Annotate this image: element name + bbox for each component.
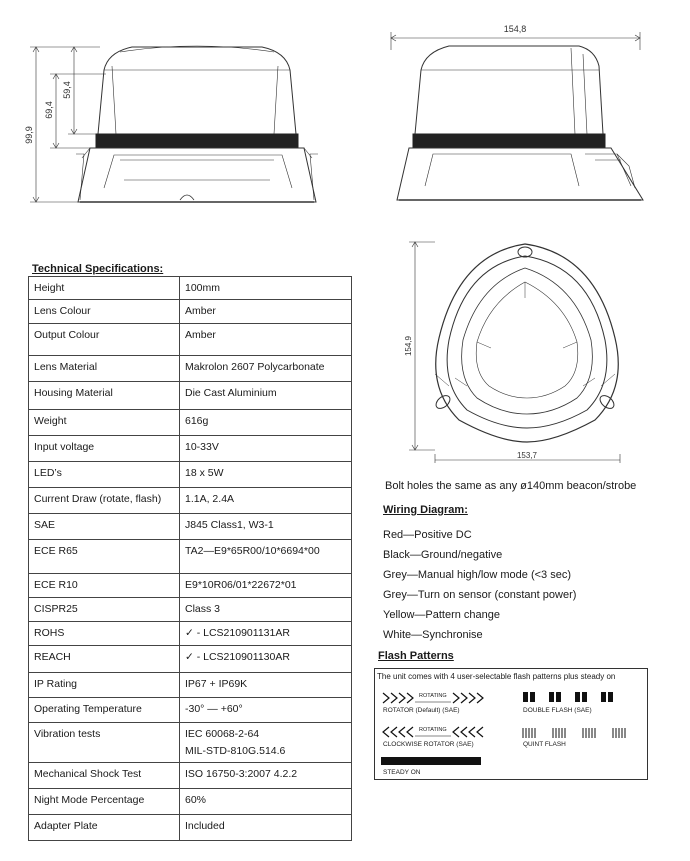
spec-value [180,763,352,789]
spec-value [180,382,352,410]
spec-value-line: -30° — +60° [185,703,243,715]
spec-value [180,324,352,356]
spec-value-line: J845 Class1, W3-1 [185,519,274,531]
spec-row [29,698,352,723]
spec-label: Operating Temperature [29,698,180,723]
spec-value-line: 18 x 5W [185,467,224,479]
spec-value [180,622,352,646]
spec-label: Lens Colour [29,300,180,324]
spec-title: Technical Specifications: [32,263,164,275]
spec-value-line: 616g [185,415,209,427]
spec-row [29,436,352,462]
spec-value-line: Amber [185,329,216,341]
front-view-drawing [385,10,675,210]
spec-label: SAE [29,514,180,540]
spec-row [29,277,352,300]
dim-width-top: 153,7 [516,451,538,460]
spec-value-line: 10-33V [185,441,219,453]
spec-value [180,646,352,673]
spec-row [29,356,352,382]
spec-value [180,723,352,763]
top-view-drawing [395,228,640,463]
double-flash-label: DOUBLE FLASH (SAE) [523,707,592,714]
spec-value [180,598,352,622]
spec-value-line: IEC 60068-2-64 [185,728,260,740]
spec-value [180,514,352,540]
spec-label: Weight [29,410,180,436]
spec-value [180,789,352,815]
spec-label: ECE R65 [29,540,180,574]
spec-row [29,646,352,673]
spec-row [29,462,352,488]
spec-value-line: TA2—E9*65R00/10*6694*00 [185,545,320,557]
spec-value-line: Class 3 [185,603,221,615]
spec-label: LED’s [29,462,180,488]
spec-row [29,540,352,574]
spec-label: ECE R10 [29,574,180,598]
dim-width-front: 154,8 [503,24,527,34]
spec-value-line: 1.1A, 2.4A [185,493,235,505]
spec-row [29,763,352,789]
flash-title: Flash Patterns [378,650,454,662]
quint-flash-pattern-icon [521,727,633,739]
spec-label: Night Mode Percentage [29,789,180,815]
clockwise-label: CLOCKWISE ROTATOR (SAE) [383,741,474,748]
wiring-item: Grey—Manual high/low mode (<3 sec) [383,569,571,581]
spec-label: Height [29,277,180,300]
spec-label: CISPR25 [29,598,180,622]
flash-patterns-box [374,668,648,780]
spec-row [29,598,352,622]
steady-on-bar [381,757,481,765]
dim-lens-height: 59,4 [62,81,72,99]
spec-row [29,723,352,763]
dim-overall-height: 99,9 [24,126,34,144]
spec-label: Housing Material [29,382,180,410]
spec-row [29,789,352,815]
spec-value [180,698,352,723]
spec-value [180,462,352,488]
flash-note: The unit comes with 4 user-selectable flash patterns plus steady on [377,672,616,681]
spec-row [29,815,352,841]
spec-value-line: ✓ - LCS210901131AR [185,627,290,639]
spec-label: IP Rating [29,673,180,698]
spec-row [29,488,352,514]
quint-flash-label: QUINT FLASH [523,741,566,748]
spec-row [29,574,352,598]
spec-table [28,276,352,841]
spec-value [180,300,352,324]
spec-value [180,356,352,382]
side-view-drawing [20,30,320,215]
spec-value-line: 60% [185,794,207,806]
spec-value-line: Makrolon 2607 Polycarbonate [185,361,325,373]
spec-value-line: Amber [185,305,216,317]
spec-value-line: ✓ - LCS210901130AR [185,651,290,663]
spec-row [29,514,352,540]
spec-label: Adapter Plate [29,815,180,841]
spec-value [180,277,352,300]
spec-value-line: E9*10R06/01*22672*01 [185,579,297,591]
spec-label: Mechanical Shock Test [29,763,180,789]
spec-label: REACH [29,646,180,673]
steady-on-label: STEADY ON [383,769,421,776]
spec-value-line: ISO 16750-3:2007 4.2.2 [185,768,298,780]
rotator-label: ROTATOR (Default) (SAE) [383,707,460,714]
wiring-item: White—Synchronise [383,629,483,641]
wiring-item: Black—Ground/negative [383,549,503,561]
spec-row [29,324,352,356]
spec-row [29,382,352,410]
spec-value [180,488,352,514]
double-flash-pattern-icon [521,691,625,703]
spec-value-line: MIL-STD-810G.514.6 [185,745,286,757]
bolt-note: Bolt holes the same as any ø140mm beacon/strobe [385,480,637,492]
spec-value [180,673,352,698]
spec-value-line: Die Cast Aluminium [185,387,277,399]
spec-value-line: IP67 + IP69K [185,678,248,690]
rotating-word: ROTATING [419,693,447,699]
spec-label: Lens Material [29,356,180,382]
dim-mid-height: 69,4 [44,101,54,119]
spec-value [180,410,352,436]
spec-label: Vibration tests [29,723,180,763]
spec-row [29,410,352,436]
wiring-item: Grey—Turn on sensor (constant power) [383,589,577,601]
spec-label: Current Draw (rotate, flash) [29,488,180,514]
wiring-title: Wiring Diagram: [383,504,468,516]
spec-row [29,300,352,324]
spec-value [180,815,352,841]
spec-value-line: Included [185,820,225,832]
spec-value-line: 100mm [185,282,221,294]
spec-label: Input voltage [29,436,180,462]
spec-label: Output Colour [29,324,180,356]
wiring-item: Yellow—Pattern change [383,609,501,621]
rotating-word-2: ROTATING [419,727,447,733]
spec-value [180,436,352,462]
spec-label: ROHS [29,622,180,646]
wiring-item: Red—Positive DC [383,529,472,541]
spec-value [180,540,352,574]
dim-depth-top: 154,9 [404,335,413,357]
spec-row [29,673,352,698]
spec-value [180,574,352,598]
spec-row [29,622,352,646]
